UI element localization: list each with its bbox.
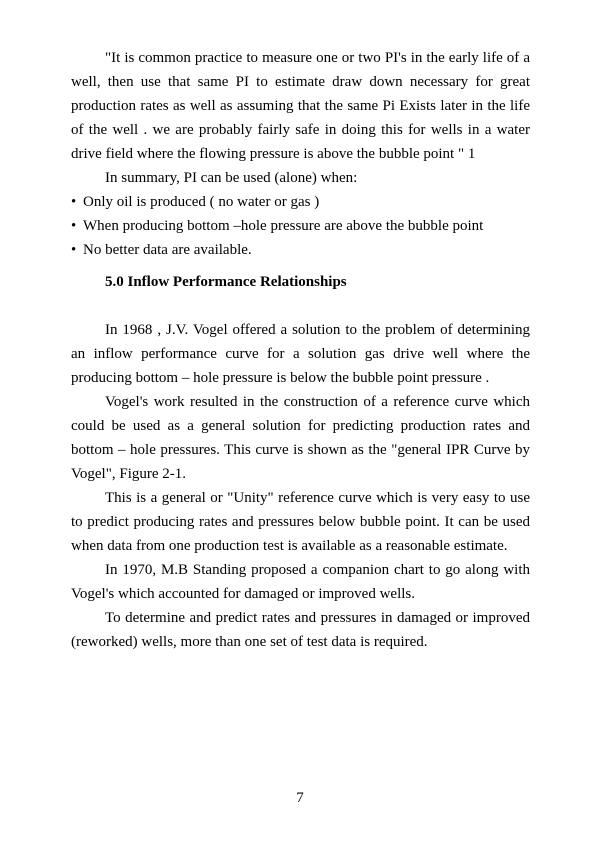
- paragraph: To determine and predict rates and pressures in damaged or improved (reworked) wells, more than one set of test data is required.: [71, 610, 530, 650]
- paragraph: In 1968 , J.V. Vogel offered a solution to the problem of determining an inflow performance curve for a solution gas drive well where the producing bottom – hole pressure is below the bubble point pressure .: [71, 322, 530, 386]
- paragraph: This is a general or "Unity" reference curve which is very easy to use to predict producing rates and pressures below bubble point. It can be used when data from one production test is available as a reasonable estimate.: [71, 490, 530, 554]
- summary-paragraph: In summary, PI can be used (alone) when:: [105, 170, 358, 186]
- page-number: 7: [296, 790, 304, 806]
- section-ipr: [71, 270, 530, 294]
- bullet-icon: •: [71, 194, 77, 210]
- paragraph: In 1970, M.B Standing proposed a companion chart to go along with Vogel's which accounted for damaged or improved wells.: [71, 562, 530, 602]
- section-heading: 5.0 Inflow Performance Relationships: [105, 274, 347, 290]
- list-item: • No better data are available.: [71, 238, 530, 262]
- quote-paragraph: "It is common practice to measure one or two PI's in the early life of a well, then use that same PI to estimate draw down necessary for great production rates as well as assuming that the same Pi Exists later in the life of the well . we are probably fairly safe in doing this for wells in a water drive field where the flowing pressure is above the bubble point " 1: [71, 50, 530, 162]
- bullet-icon: •: [71, 218, 77, 234]
- list-item: • Only oil is produced ( no water or gas ): [71, 190, 530, 214]
- list-item: • When producing bottom –hole pressure are above the bubble point: [71, 214, 530, 238]
- paragraph: Vogel's work resulted in the construction of a reference curve which could be used as a general solution for predicting production rates and bottom – hole pressures. This curve is shown as the "general IPR Curve by Vogel", Figure 2-1.: [71, 394, 530, 482]
- ipr-body: [71, 318, 530, 654]
- pi-conditions-list: [71, 190, 530, 262]
- section-pi-usage: [71, 46, 530, 262]
- bullet-icon: •: [71, 242, 77, 258]
